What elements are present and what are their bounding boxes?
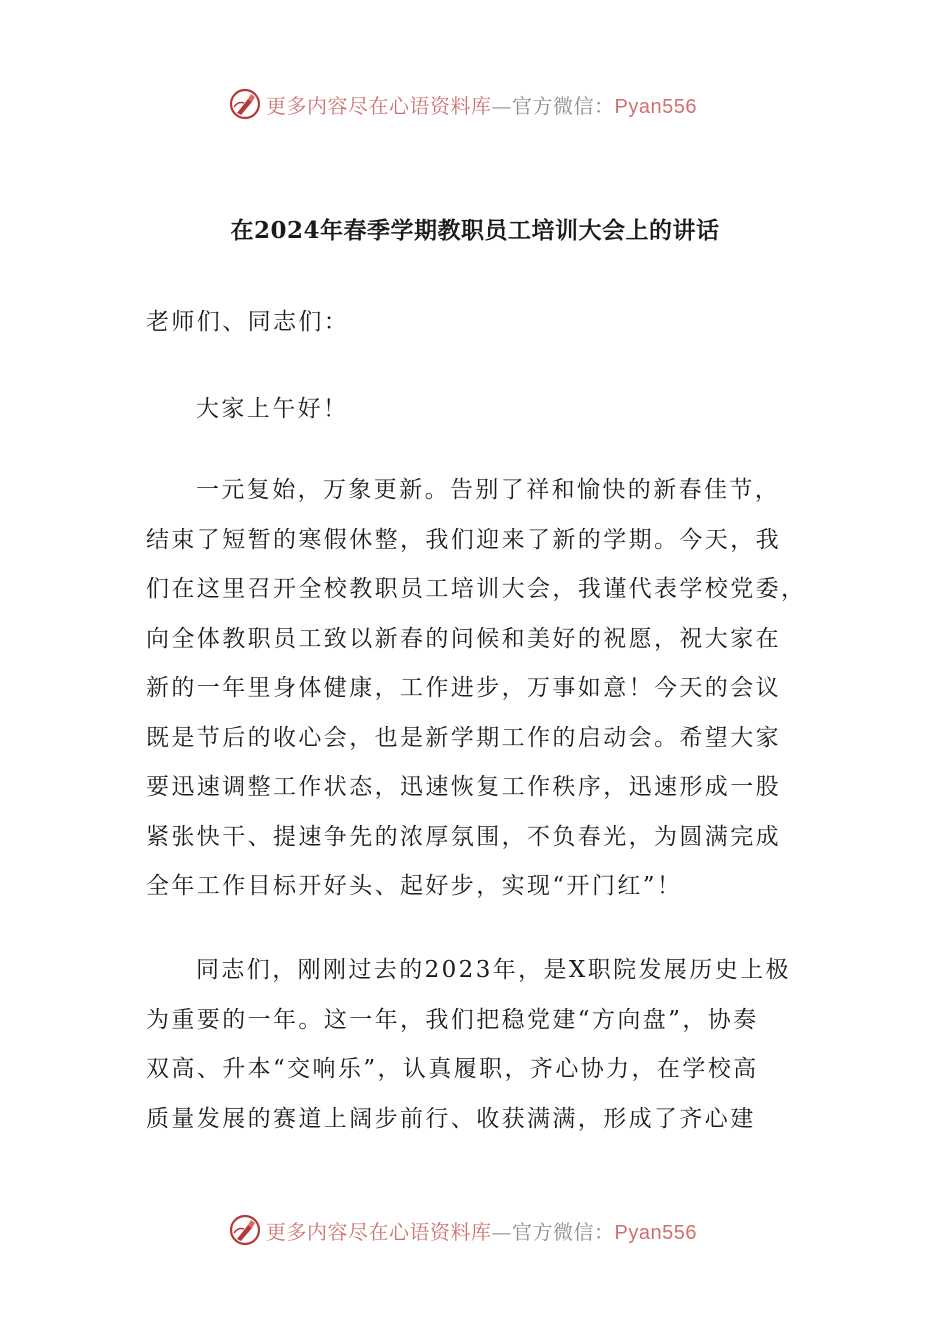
paragraph-line: 要迅速调整工作状态，迅速恢复工作秩序，迅速形成一股 xyxy=(146,774,781,800)
pen-nib-logo-icon xyxy=(228,1213,262,1247)
paragraph-line: 同志们，刚刚过去的2023年，是X职院发展历史上极 xyxy=(196,957,791,983)
paragraph-1 xyxy=(146,466,807,912)
paragraph-line: 向全体教职员工致以新春的问候和美好的祝愿，祝大家在 xyxy=(146,625,781,652)
paragraph-line: 紧张快干、提速争先的浓厚氛围，不负春光，为圆满完成 xyxy=(146,823,781,850)
wechat-label: 官方微信： xyxy=(512,93,615,118)
paragraph-line: 为重要的一年。这一年，我们把稳党建“方向盘”，协奏 xyxy=(146,1006,759,1033)
paragraph-line: 质量发展的赛道上阔步前行、收获满满，形成了齐心建 xyxy=(146,1105,756,1132)
salutation: 老师们、同志们： xyxy=(146,309,350,335)
wechat-id: Pyan556 xyxy=(614,1221,697,1244)
separator: — xyxy=(491,93,512,118)
paragraph-line: 结束了短暂的寒假休整，我们迎来了新的学期。今天，我 xyxy=(146,526,781,553)
site-text: 更多内容尽在心语资料库 xyxy=(266,1219,492,1244)
paragraph-line: 全年工作目标开好头、起好步，实现“开门红”！ xyxy=(146,873,683,899)
separator: — xyxy=(491,1219,512,1244)
paragraph-line: 一元复始，万象更新。告别了祥和愉快的新春佳节， xyxy=(196,477,781,503)
document-title: 在2024年春季学期教职员工培训大会上的讲话 xyxy=(230,217,720,244)
paragraph-line: 新的一年里身体健康，工作进步，万事如意！今天的会议 xyxy=(146,675,781,701)
footer-banner xyxy=(228,1210,697,1250)
site-text: 更多内容尽在心语资料库 xyxy=(266,93,492,118)
paragraph-line: 双高、升本“交响乐”，认真履职，齐心协力，在学校高 xyxy=(146,1056,759,1082)
banner-text xyxy=(266,1216,697,1245)
wechat-label: 官方微信： xyxy=(512,1219,615,1244)
wechat-id: Pyan556 xyxy=(614,95,697,118)
header-banner xyxy=(228,84,697,124)
greeting: 大家上午好！ xyxy=(196,396,349,422)
pen-nib-logo-icon xyxy=(228,87,262,121)
paragraph-line: 们在这里召开全校教职员工培训大会，我谨代表学校党委， xyxy=(146,576,807,602)
banner-text xyxy=(266,90,697,119)
paragraph-line: 既是节后的收心会，也是新学期工作的启动会。希望大家 xyxy=(146,724,781,751)
paragraph-2 xyxy=(146,946,796,1144)
